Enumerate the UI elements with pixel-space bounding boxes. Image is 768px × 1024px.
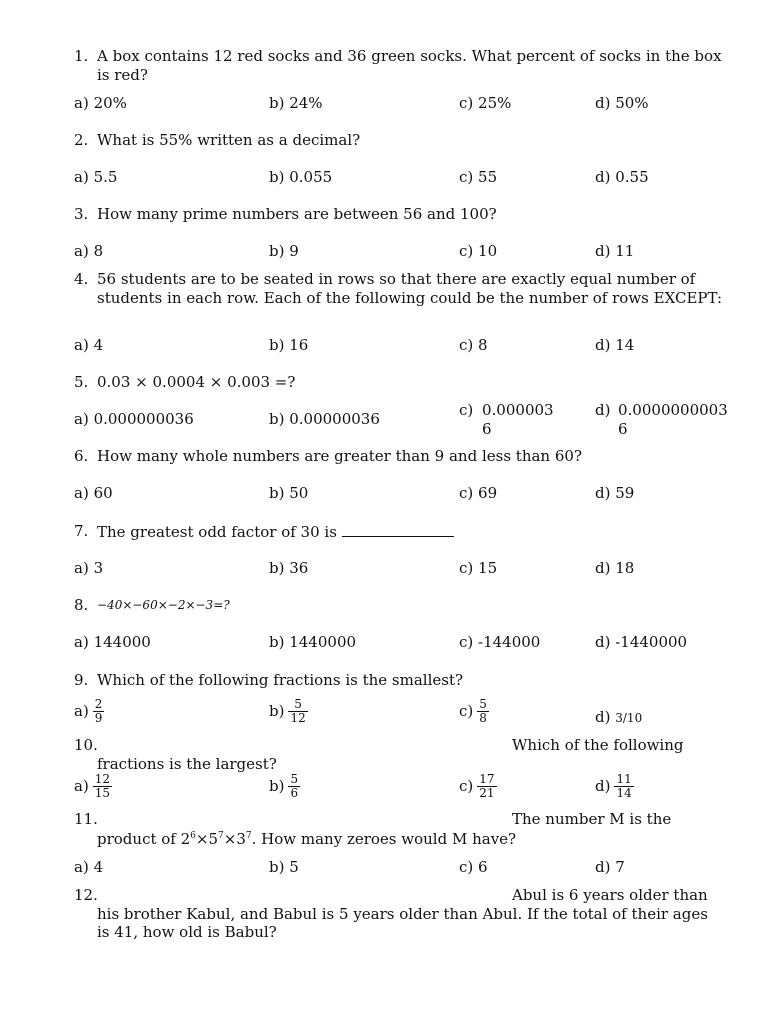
option-c[interactable]: c) 69 [459,484,498,502]
question-number: 2. [74,131,89,149]
numerator: 2 [94,697,103,711]
option-label: d) [595,401,611,419]
numerator: 17 [479,772,495,786]
denominator: 15 [94,786,111,800]
option-value: 3/10 [615,711,643,725]
option-a[interactable]: a) 144000 [74,633,151,651]
denominator: 21 [479,786,495,800]
option-a[interactable]: a) 60 [74,484,113,502]
option-b[interactable] [269,773,300,800]
options-8 [74,633,724,673]
option-b[interactable]: b) 9 [269,242,299,260]
question-number: 4. [74,270,89,288]
question-text: fractions is the largest? [97,754,277,773]
option-d[interactable]: d) 18 [595,559,635,577]
option-label: c) [459,701,474,720]
question-number: 8. [74,596,89,614]
option-b[interactable]: b) 36 [269,559,309,577]
fraction [288,698,307,725]
option-b[interactable]: b) 16 [269,336,309,354]
exponent: 7 [245,831,252,841]
numerator: 12 [94,772,111,786]
option-c[interactable]: c) 55 [459,168,498,186]
option-a[interactable]: a) 20% [74,94,127,112]
option-a[interactable]: a) 0.000000036 [74,410,194,428]
text-part: product of 2 [97,830,191,848]
option-label: b) [269,701,285,720]
option-b[interactable]: b) 0.00000036 [269,410,380,428]
option-c[interactable]: c) 15 [459,559,498,577]
denominator: 8 [479,711,487,725]
option-a[interactable] [74,698,104,725]
option-b[interactable] [269,698,308,725]
option-a[interactable]: a) 4 [74,336,104,354]
option-d[interactable]: d) 59 [595,484,635,502]
question-text: Which of the following fractions is the smallest? [97,671,464,689]
fraction [614,773,633,800]
options-5 [74,401,728,441]
question-number: 9. [74,671,89,689]
option-c[interactable]: c) 8 [459,336,488,354]
question-number: 10. [74,736,98,754]
denominator: 9 [94,711,103,725]
option-b[interactable]: b) 50 [269,484,309,502]
exponent: 6 [190,831,196,841]
option-c[interactable]: c) 25% [459,94,512,112]
option-b[interactable]: b) 24% [269,94,323,112]
option-value: 0.00000000036 [618,401,728,438]
option-label: c) [459,776,474,795]
question-text-wrap [97,522,724,542]
option-d[interactable] [595,773,634,800]
numerator: 11 [616,772,632,786]
question-number: 11. [74,810,98,828]
text-part: . How many zeroes would M have? [251,830,517,848]
option-d[interactable]: d) 0.55 [595,168,649,186]
question-12 [74,886,724,942]
question-text: 56 students are to be seated in rows so that there are exactly equal number of students in each row. Each of the following could be the number of rows EXCEPT: [97,270,723,307]
option-c[interactable]: c) 10 [459,242,498,260]
question-text-start: The number M is the [512,810,672,828]
option-a[interactable]: a) 4 [74,858,104,876]
option-label: d) [595,708,611,726]
question-text: The greatest odd factor of 30 is [97,523,337,541]
question-text: −40×−60×−2×−3=? [97,598,230,612]
question-text: How many prime numbers are between 56 and 100? [97,205,497,223]
option-b[interactable]: b) 1440000 [269,633,357,651]
options-2 [74,168,724,208]
question-text-start: Which of the following [512,736,684,754]
option-d[interactable]: d) 11 [595,242,635,260]
option-d[interactable] [595,708,642,728]
options-9 [74,698,724,738]
question-text: 0.03 × 0.0004 × 0.003 =? [97,373,296,391]
fraction [477,698,489,725]
numerator: 5 [288,698,307,712]
question-number: 5. [74,373,89,391]
question-8 [74,596,724,615]
option-c[interactable] [459,773,497,800]
question-number: 1. [74,47,89,65]
exponent: 7 [218,831,224,841]
question-6 [74,447,724,466]
answer-blank[interactable] [342,522,454,537]
question-text: What is 55% written as a decimal? [97,131,361,149]
option-c[interactable]: c) -144000 [459,633,541,651]
option-a[interactable]: a) 8 [74,242,104,260]
options-6 [74,484,724,524]
question-10 [74,736,724,773]
question-number: 3. [74,205,89,223]
option-d[interactable]: d) 14 [595,336,635,354]
option-label: a) [74,776,89,795]
question-9 [74,671,724,690]
denominator: 14 [616,786,632,800]
fraction [288,773,300,800]
question-3 [74,205,724,224]
option-value: 0.0000036 [482,401,554,438]
question-5 [74,373,724,392]
option-a[interactable]: a) 3 [74,559,104,577]
question-number: 6. [74,447,89,465]
options-10 [74,773,724,813]
fraction [93,773,112,800]
numerator: 5 [290,772,299,786]
denominator: 6 [290,786,299,800]
options-7 [74,559,724,599]
options-1 [74,94,724,134]
question-number: 12. [74,886,98,904]
option-a[interactable] [74,773,112,800]
option-b[interactable]: b) 5 [269,858,299,876]
fraction [477,773,496,800]
numerator: 5 [479,697,487,711]
question-11 [74,810,724,849]
option-d[interactable]: d) -1440000 [595,633,688,651]
text-part: ×5 [195,830,219,848]
option-b[interactable]: b) 0.055 [269,168,333,186]
option-label: d) [595,776,611,795]
option-label: c) [459,401,474,419]
question-text: A box contains 12 red socks and 36 green socks. What percent of socks in the box is red? [97,47,722,84]
option-a[interactable]: a) 5.5 [74,168,118,186]
question-number: 7. [74,522,89,540]
options-4 [74,336,724,376]
option-d[interactable]: d) 7 [595,858,625,876]
question-1 [74,47,724,84]
question-4 [74,270,724,307]
question-7 [74,522,724,542]
option-c[interactable]: c) 6 [459,858,488,876]
question-text-start: Abul is 6 years older than [512,886,708,904]
text-part: ×3 [223,830,246,848]
option-label: a) [74,701,89,720]
option-c[interactable] [459,698,489,725]
question-text: his brother Kabul, and Babul is 5 years older than Abul. If the total of their ages is 41, how old is Babul? [97,904,708,941]
denominator: 12 [290,711,306,725]
question-2 [74,131,724,150]
option-d[interactable]: d) 50% [595,94,649,112]
option-label: b) [269,776,285,795]
fraction [93,698,105,725]
question-text: How many whole numbers are greater than 9 and less than 60? [97,447,582,465]
